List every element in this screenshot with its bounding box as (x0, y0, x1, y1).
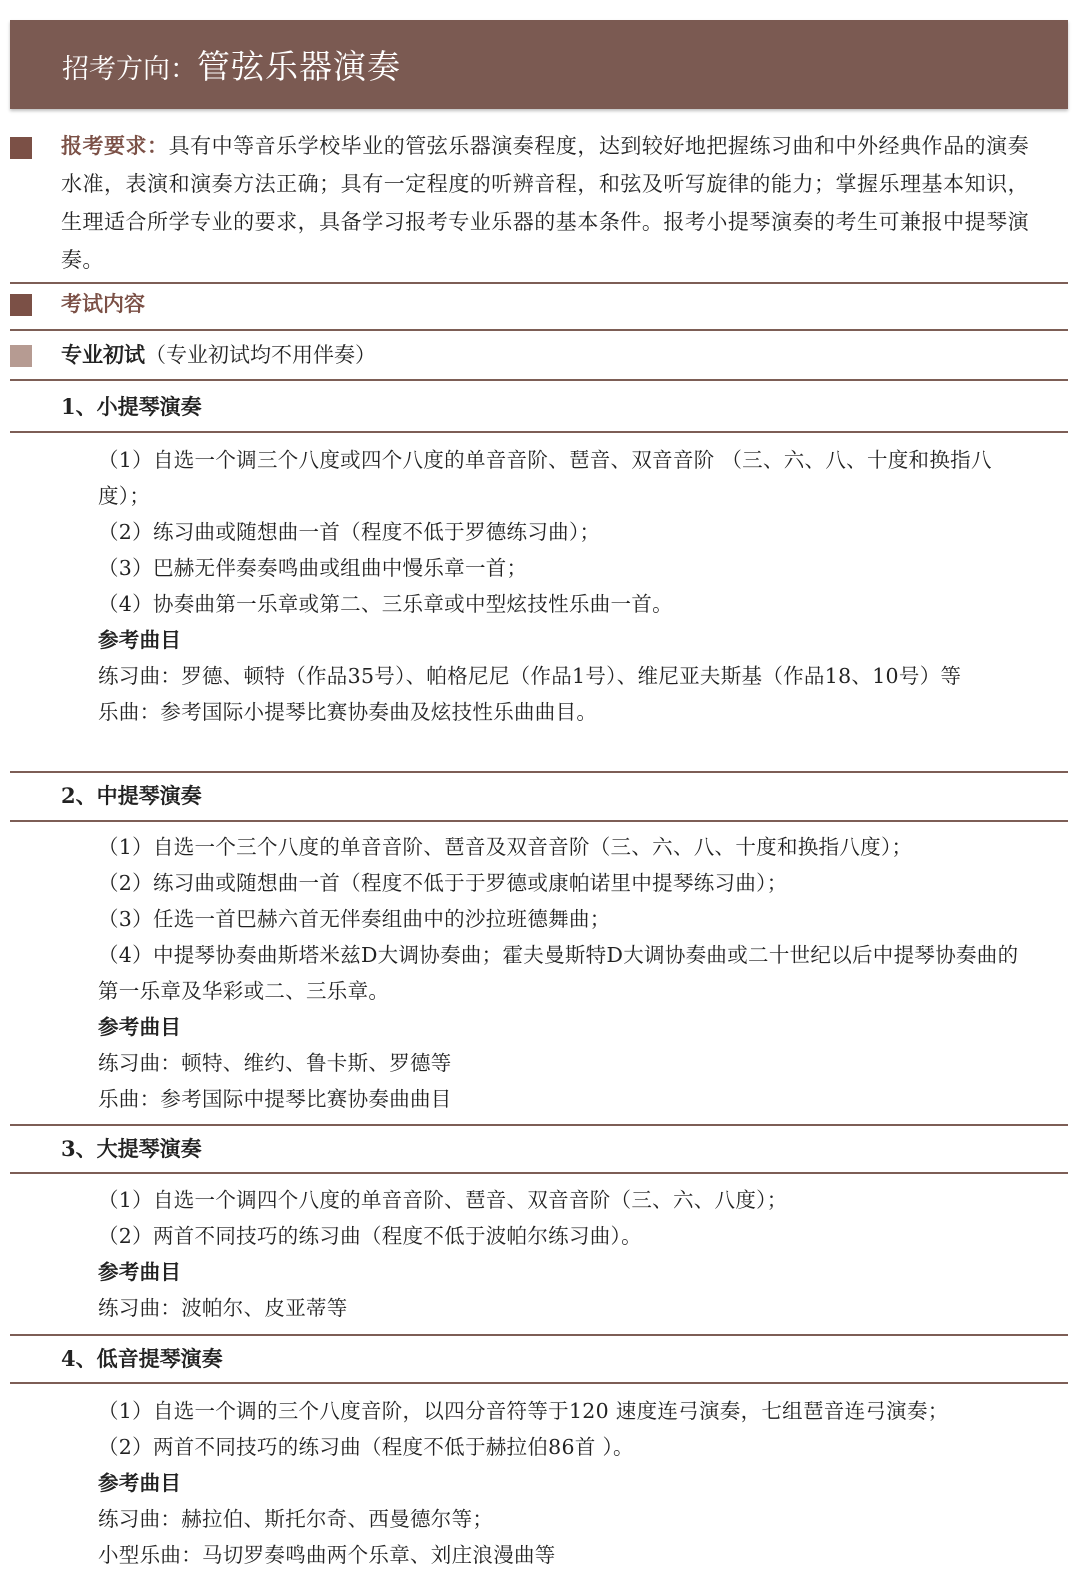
bullet-square-icon (10, 294, 32, 316)
divider (10, 771, 1068, 773)
section-body-cello (98, 1182, 1030, 1326)
section-title-viola: 2、中提琴演奏 (61, 783, 202, 808)
preliminary-note: （专业初试均不用伴奏） (145, 343, 376, 367)
requirements-label: 报考要求： (61, 133, 169, 158)
list-item: （2）两首不同技巧的练习曲（程度不低于赫拉伯86首 ）。 (98, 1435, 634, 1459)
section-body-viola (98, 829, 1030, 1117)
divider (10, 1382, 1068, 1384)
bullet-square-icon (10, 137, 32, 159)
list-item: （1）自选一个调三个八度或四个八度的单音音阶、琶音、双音音阶 （三、六、八、十度和换指八度）； (98, 448, 992, 508)
reference-item: 练习曲：罗德、顿特（作品35号）、帕格尼尼（作品1号）、维尼亚夫斯基（作品18、10号）等 (98, 664, 962, 688)
header-banner (10, 20, 1068, 109)
section-body-bass (98, 1393, 1030, 1573)
divider (10, 1124, 1068, 1126)
reference-heading: 参考曲目 (98, 1015, 182, 1039)
header-value: 管弦乐器演奏 (197, 47, 401, 86)
list-item: （2）两首不同技巧的练习曲（程度不低于波帕尔练习曲）。 (98, 1224, 642, 1248)
divider (10, 1172, 1068, 1174)
reference-item: 乐曲：参考国际中提琴比赛协奏曲曲目 (98, 1087, 452, 1111)
divider (10, 431, 1068, 433)
list-item: （3）巴赫无伴奏奏鸣曲或组曲中慢乐章一首； (98, 556, 528, 580)
preliminary-heading (61, 341, 376, 369)
requirements-paragraph (61, 127, 1029, 279)
exam-content-heading: 考试内容 (61, 291, 145, 316)
reference-item: 乐曲：参考国际小提琴比赛协奏曲及炫技性乐曲曲目。 (98, 700, 598, 724)
requirements-text: 具有中等音乐学校毕业的管弦乐器演奏程度，达到较好地把握练习曲和中外经典作品的演奏水准，表演和演奏方法正确；具有一定程度的听辨音程，和弦及听写旋律的能力；掌握乐理基本知识，生理适合所学专业的要求，具备学习报考专业乐器的基本条件。报考小提琴演奏的考生可兼报中提琴演奏。 (61, 134, 1030, 272)
reference-heading: 参考曲目 (98, 1471, 182, 1495)
section-title-cello: 3、大提琴演奏 (61, 1136, 202, 1161)
divider (10, 282, 1068, 284)
reference-item: 练习曲：赫拉伯、斯托尔奇、西曼德尔等； (98, 1507, 494, 1531)
bullet-square-icon (10, 345, 32, 367)
divider (10, 1334, 1068, 1336)
reference-heading: 参考曲目 (98, 628, 182, 652)
preliminary-title: 专业初试 (61, 342, 145, 367)
section-body-violin (98, 442, 1030, 730)
list-item: （2）练习曲或随想曲一首（程度不低于罗德练习曲）； (98, 520, 601, 544)
section-title-bass: 4、低音提琴演奏 (61, 1346, 223, 1371)
section-title-violin: 1、小提琴演奏 (61, 394, 202, 419)
list-item: （4）中提琴协奏曲斯塔米兹D大调协奏曲；霍夫曼斯特D大调协奏曲或二十世纪以后中提琴协奏曲的第一乐章及华彩或二、三乐章。 (98, 943, 1019, 1003)
divider (10, 379, 1068, 381)
list-item: （4）协奏曲第一乐章或第二、三乐章或中型炫技性乐曲一首。 (98, 592, 673, 616)
list-item: （2）练习曲或随想曲一首（程度不低于于罗德或康帕诺里中提琴练习曲）； (98, 871, 788, 895)
header-label: 招考方向： (62, 54, 197, 85)
divider (10, 329, 1068, 331)
reference-item: 小型乐曲：马切罗奏鸣曲两个乐章、刘庄浪漫曲等 (98, 1543, 556, 1567)
reference-heading: 参考曲目 (98, 1260, 182, 1284)
reference-item: 练习曲：顿特、维约、鲁卡斯、罗德等 (98, 1051, 452, 1075)
divider (10, 820, 1068, 822)
reference-item: 练习曲：波帕尔、皮亚蒂等 (98, 1296, 348, 1320)
page-title (62, 20, 401, 116)
list-item: （1）自选一个三个八度的单音音阶、琶音及双音音阶（三、六、八、十度和换指八度）； (98, 835, 913, 859)
list-item: （1）自选一个调四个八度的单音音阶、琶音、双音音阶（三、六、八度）； (98, 1188, 788, 1212)
list-item: （1）自选一个调的三个八度音阶，以四分音符等于120 速度连弓演奏，七组琶音连弓演奏； (98, 1399, 949, 1423)
list-item: （3）任选一首巴赫六首无伴奏组曲中的沙拉班德舞曲； (98, 907, 611, 931)
